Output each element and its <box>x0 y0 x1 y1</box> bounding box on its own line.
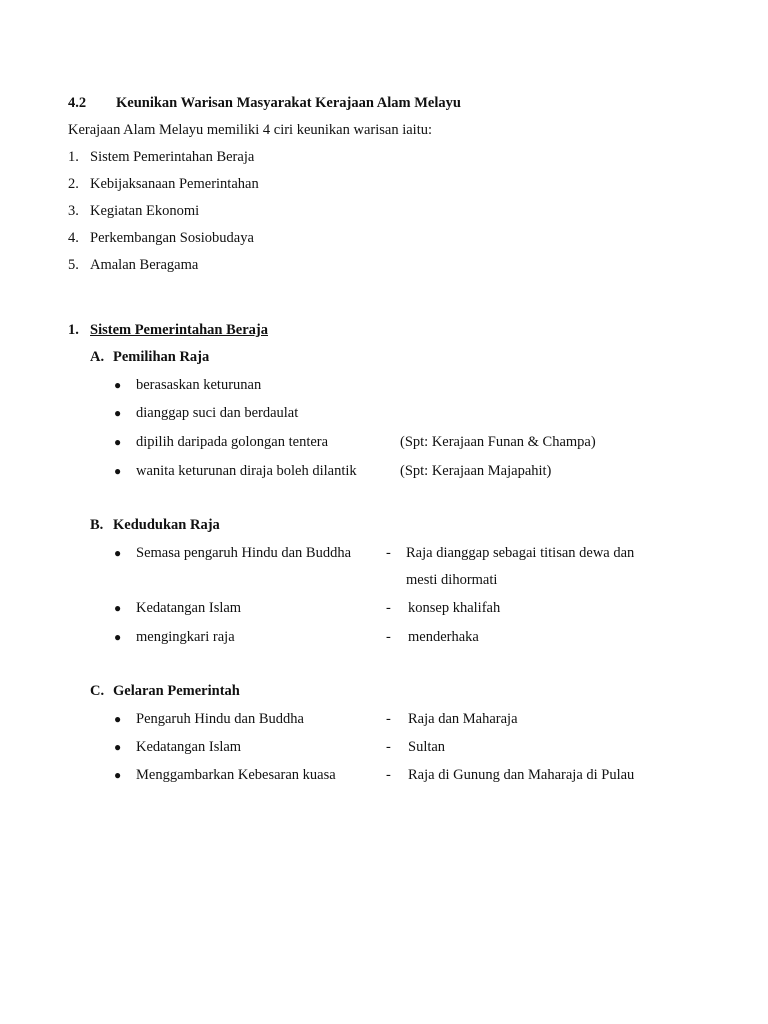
bullet-icon: ● <box>114 435 122 449</box>
description: menderhaka <box>408 629 479 645</box>
bullet-text: Pengaruh Hindu dan Buddha <box>136 711 304 727</box>
bullet-text: Kedatangan Islam <box>136 600 242 616</box>
list-item: Sistem Pemerintahan Beraja <box>90 149 255 165</box>
part-label: C. <box>90 683 105 699</box>
example-note: (Spt: Kerajaan Funan & Champa) <box>400 434 596 450</box>
description: Raja dianggap sebagai titisan dewa dan <box>406 545 635 561</box>
intro-text: Kerajaan Alam Melayu memiliki 4 ciri keunikan warisan iaitu: <box>68 122 433 138</box>
bullet-icon: ● <box>114 546 122 560</box>
bullet-text: Semasa pengaruh Hindu dan Buddha <box>136 545 352 561</box>
description: Sultan <box>408 739 446 755</box>
bullet-icon: ● <box>114 378 122 392</box>
list-item: Kebijaksanaan Pemerintahan <box>90 176 259 192</box>
part-label: A. <box>90 349 105 365</box>
subsection-title: Sistem Pemerintahan Beraja <box>90 322 268 338</box>
description: konsep khalifah <box>408 600 501 616</box>
bullet-icon: ● <box>114 406 122 420</box>
list-item: Perkembangan Sosiobudaya <box>90 230 254 246</box>
part-title: Gelaran Pemerintah <box>113 683 240 699</box>
bullet-icon: ● <box>114 768 122 782</box>
bullet-icon: ● <box>114 630 122 644</box>
bullet-icon: ● <box>114 712 122 726</box>
list-item: Amalan Beragama <box>90 257 199 273</box>
dash: - <box>386 767 391 783</box>
bullet-text: dianggap suci dan berdaulat <box>136 405 299 421</box>
bullet-text: dipilih daripada golongan tentera <box>136 434 329 450</box>
section-number: 4.2 <box>68 95 87 111</box>
example-note: (Spt: Kerajaan Majapahit) <box>400 463 552 479</box>
part-title: Kedudukan Raja <box>113 517 220 533</box>
bullet-icon: ● <box>114 601 122 615</box>
list-number: 5. <box>68 257 79 273</box>
bullet-text: berasaskan keturunan <box>136 377 262 393</box>
list-number: 4. <box>68 230 79 246</box>
section-title: Keunikan Warisan Masyarakat Kerajaan Alam Melayu <box>116 95 461 111</box>
dash: - <box>386 739 391 755</box>
list-number: 2. <box>68 176 79 192</box>
description: Raja dan Maharaja <box>408 711 518 727</box>
bullet-icon: ● <box>114 740 122 754</box>
description-continued: mesti dihormati <box>406 572 498 588</box>
part-label: B. <box>90 517 104 533</box>
list-number: 1. <box>68 149 79 165</box>
dash: - <box>386 545 391 561</box>
bullet-text: wanita keturunan diraja boleh dilantik <box>136 463 357 479</box>
bullet-text: Menggambarkan Kebesaran kuasa <box>136 767 336 783</box>
dash: - <box>386 629 391 645</box>
bullet-icon: ● <box>114 464 122 478</box>
subsection-number: 1. <box>68 322 79 338</box>
bullet-text: Kedatangan Islam <box>136 739 242 755</box>
bullet-text: mengingkari raja <box>136 629 235 645</box>
list-item: Kegiatan Ekonomi <box>90 203 200 219</box>
list-number: 3. <box>68 203 79 219</box>
dash: - <box>386 711 391 727</box>
part-title: Pemilihan Raja <box>113 349 210 365</box>
dash: - <box>386 600 391 616</box>
description: Raja di Gunung dan Maharaja di Pulau <box>408 767 635 783</box>
